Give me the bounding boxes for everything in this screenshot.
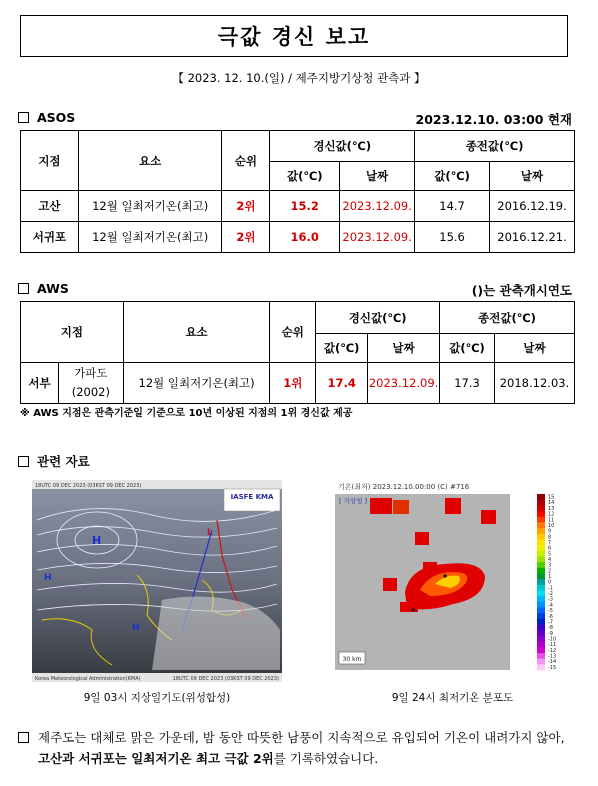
legend-swatch — [537, 619, 545, 625]
legend-swatch — [537, 602, 545, 608]
legend-label: 10 — [548, 522, 555, 529]
legend-swatch — [537, 653, 545, 659]
legend-label: 15 — [548, 494, 555, 501]
kma-logo: IASFE KMA — [230, 493, 274, 501]
prev-value: 14.7 — [415, 191, 490, 222]
asos-th-prev-date: 날짜 — [490, 162, 575, 191]
checkbox-square-icon — [18, 283, 29, 294]
legend-swatch — [537, 505, 545, 511]
legend-label: -14 — [548, 659, 557, 666]
legend-swatch — [537, 511, 545, 517]
aws-right-note: ()는 관측개시연도 — [471, 283, 572, 298]
asos-th-new: 경신값(℃) — [270, 131, 415, 162]
new-value: 17.4 — [316, 363, 368, 404]
summary-highlight: 고산과 서귀포는 일최저기온 최고 극값 2위 — [38, 751, 274, 766]
satellite-weather-map — [32, 480, 282, 682]
svg-text:H: H — [44, 573, 52, 583]
aws-table — [20, 301, 575, 404]
asos-th-new-value: 값(℃) — [270, 162, 340, 191]
map-footer-left: Korea Meteorological Administration(KMA) — [35, 676, 141, 682]
legend-swatch — [537, 494, 545, 500]
aws-th-prev: 종전값(℃) — [440, 302, 575, 334]
asos-heading — [18, 110, 75, 125]
legend-label: -12 — [548, 647, 557, 654]
legend-swatch — [537, 647, 545, 653]
aws-th-new: 경신값(℃) — [316, 302, 440, 334]
legend-swatch — [537, 636, 545, 642]
rank-value: 2위 — [222, 191, 270, 222]
new-date: 2023.12.09. — [340, 191, 415, 222]
checkbox-square-icon — [18, 732, 29, 743]
aws-heading-label: AWS — [37, 281, 69, 296]
legend-swatch — [537, 642, 545, 648]
element-name: 12월 일최저기온(최고) — [78, 191, 222, 222]
legend-label: 11 — [548, 517, 555, 524]
min-temperature-map — [335, 480, 570, 682]
aws-th-station: 지점 — [21, 302, 124, 363]
legend-swatch — [537, 625, 545, 631]
legend-swatch — [537, 596, 545, 602]
legend-label: 1 — [548, 574, 552, 581]
temperature-map-image — [335, 480, 570, 682]
report-subtitle: 【 2023. 12. 10.(일) / 제주지방기상청 관측과 】 — [172, 71, 426, 85]
checkbox-square-icon — [18, 456, 29, 467]
aws-th-element: 요소 — [123, 302, 270, 363]
asos-th-prev: 종전값(℃) — [415, 131, 575, 162]
prev-date: 2018.12.03. — [494, 363, 574, 404]
asos-heading-label: ASOS — [37, 110, 76, 125]
summary-part3: 를 기록하였습니다. — [273, 751, 379, 766]
aws-th-prev-value: 값(℃) — [440, 334, 495, 363]
prev-value: 15.6 — [415, 222, 490, 253]
legend-swatch — [537, 579, 545, 585]
legend-label: 7 — [548, 539, 552, 546]
legend-swatch — [537, 630, 545, 636]
station-name: 고산 — [21, 191, 79, 222]
legend-swatch — [537, 613, 545, 619]
checkbox-square-icon — [18, 112, 29, 123]
legend-label: -9 — [548, 630, 553, 637]
svg-text:H: H — [92, 534, 102, 547]
aws-th-prev-date: 날짜 — [494, 334, 574, 363]
legend-swatch — [537, 551, 545, 557]
asos-th-new-date: 날짜 — [340, 162, 415, 191]
table-row — [21, 191, 575, 222]
legend-label: -8 — [548, 625, 553, 632]
legend-label: -13 — [548, 653, 557, 660]
station-cell — [58, 363, 123, 404]
legend-label: -7 — [548, 619, 553, 626]
legend-label: 13 — [548, 505, 555, 512]
aws-th-new-date: 날짜 — [368, 334, 440, 363]
new-value: 15.2 — [270, 191, 340, 222]
summary-part1: 제주도는 대체로 맑은 가운데, 밤 동안 따뜻한 남풍이 지속적으로 유입되어 기온이 내려가지 않아, — [38, 730, 565, 745]
asos-timestamp: 2023.12.10. 03:00 현재 — [415, 112, 572, 127]
station-start-year: (2002) — [71, 385, 110, 399]
new-date: 2023.12.09. — [368, 363, 440, 404]
legend-swatch — [537, 608, 545, 614]
legend-label: -3 — [548, 596, 553, 603]
rank-value: 2위 — [222, 222, 270, 253]
legend-label: -2 — [548, 591, 553, 598]
legend-swatch — [537, 534, 545, 540]
report-title: 극값 경신 보고 — [217, 25, 371, 49]
region-name: 서부 — [21, 363, 59, 404]
station-name: 가파도 — [74, 366, 108, 380]
legend-swatch — [537, 545, 545, 551]
legend-swatch — [537, 556, 545, 562]
asos-th-prev-value: 값(℃) — [415, 162, 490, 191]
legend-label: -15 — [548, 664, 557, 671]
legend-label: 9 — [548, 528, 552, 535]
element-name: 12월 일최저기온(최고) — [123, 363, 270, 404]
temp-map-header: 기온(최저) 2023.12.10.00:00 (C) #716 — [338, 483, 470, 491]
legend-label: 4 — [548, 556, 552, 563]
related-heading-label: 관련 자료 — [37, 454, 90, 469]
legend-label: 3 — [548, 562, 552, 569]
legend-swatch — [537, 591, 545, 597]
legend-label: -1 — [548, 585, 553, 592]
table-row — [21, 363, 575, 404]
legend-label: 0 — [548, 579, 552, 586]
new-date: 2023.12.09. — [340, 222, 415, 253]
report-title-box — [20, 15, 568, 57]
temp-map-agency: [ 기상청 ] — [339, 497, 368, 505]
legend-label: 8 — [548, 534, 552, 541]
asos-th-element: 요소 — [78, 131, 222, 191]
legend-swatch — [537, 517, 545, 523]
asos-th-rank: 순위 — [222, 131, 270, 191]
station-name: 서귀포 — [21, 222, 79, 253]
related-heading — [18, 452, 90, 470]
asos-table — [20, 130, 575, 253]
summary-text — [18, 727, 578, 769]
map-footer-right: 18UTC 09 DEC 2023 (03KST 09 DEC 2023) — [172, 676, 279, 682]
legend-swatch — [537, 562, 545, 568]
legend-label: 2 — [548, 568, 552, 575]
legend-swatch — [537, 539, 545, 545]
map-header: 18UTC 09 DEC 2023 (03KST 09 DEC 2023) — [35, 483, 142, 489]
legend-swatch — [537, 568, 545, 574]
legend-label: 6 — [548, 545, 552, 552]
legend-label: -10 — [548, 636, 557, 643]
table-row — [21, 222, 575, 253]
legend-label: -5 — [548, 608, 553, 615]
rank-value: 1위 — [270, 363, 316, 404]
summary-paragraph — [18, 727, 578, 769]
legend-label: 14 — [548, 500, 555, 507]
legend-swatch — [537, 522, 545, 528]
legend-swatch — [537, 500, 545, 506]
legend-swatch — [537, 573, 545, 579]
legend-label: 12 — [548, 511, 555, 518]
legend-label: -11 — [548, 642, 557, 649]
legend-swatch — [537, 528, 545, 534]
element-name: 12월 일최저기온(최고) — [78, 222, 222, 253]
aws-th-rank: 순위 — [270, 302, 316, 363]
svg-text:L: L — [207, 528, 213, 538]
asos-th-station: 지점 — [21, 131, 79, 191]
legend-swatch — [537, 585, 545, 591]
legend-swatch — [537, 659, 545, 665]
legend-label: -4 — [548, 602, 553, 609]
prev-date: 2016.12.19. — [490, 191, 575, 222]
legend-label: 5 — [548, 551, 552, 558]
fig2-caption: 9일 24시 최저기온 분포도 — [391, 692, 514, 704]
scale-bar-label: 30 km — [342, 656, 362, 663]
aws-th-new-value: 값(℃) — [316, 334, 368, 363]
prev-date: 2016.12.21. — [490, 222, 575, 253]
legend-swatch — [537, 664, 545, 670]
legend-label: -6 — [548, 613, 553, 620]
prev-value: 17.3 — [440, 363, 495, 404]
aws-footnote: ※ AWS 지점은 관측기준일 기준으로 10년 이상된 지점의 1위 경신값 제공 — [20, 408, 353, 419]
fig1-caption: 9일 03시 지상일기도(위성합성) — [83, 692, 231, 704]
new-value: 16.0 — [270, 222, 340, 253]
weather-map-image — [32, 480, 282, 682]
svg-text:H: H — [132, 623, 140, 633]
aws-heading — [18, 281, 69, 296]
